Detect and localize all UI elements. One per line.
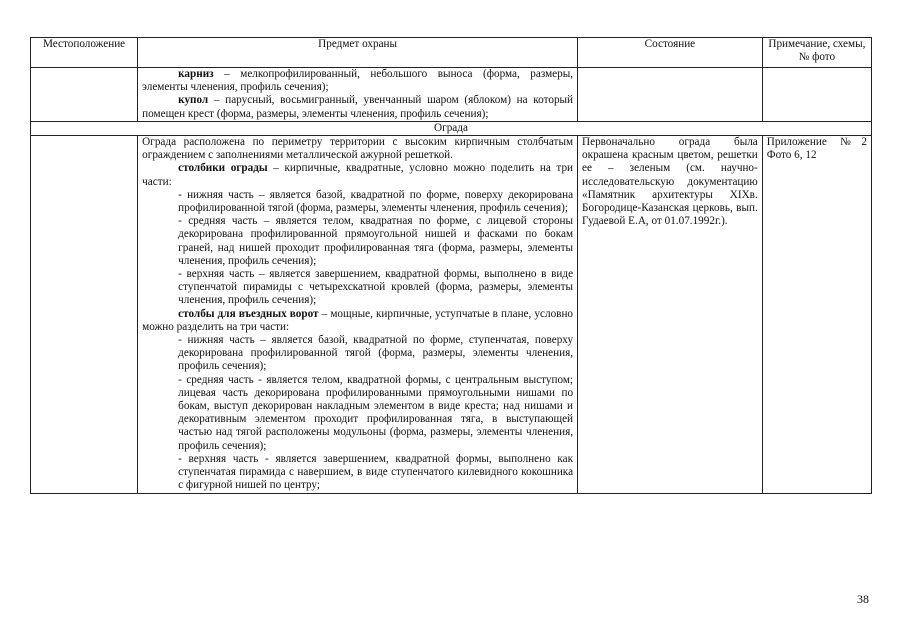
state-cell — [578, 136, 763, 493]
fence-intro: Ограда расположена по периметру территории с высоким кирпичным столбчатым ограждением с заполнениями металлической ажурной решеткой. — [142, 136, 574, 162]
gates-term: столбы для въездных ворот — [178, 307, 319, 320]
list-item: - верхняя часть - является завершением, квадратной формы, выполнено как ступенчатая пирамида с навершием, в виде ступенчатого килевидного кокошника с фигурной нишей по центру; — [178, 452, 574, 492]
section-title: Ограда — [31, 121, 872, 135]
table-header-row — [31, 38, 872, 68]
cornice-term: карниз — [178, 68, 214, 80]
dome-text: – парусный, восьмигранный, увенчанный шаром (яблоком) на который помещен крест (форма, размеры, элементы членения, профиль сечения); — [142, 94, 574, 120]
page-number: 38 — [857, 592, 869, 606]
note-cell — [762, 68, 871, 122]
header-location: Местоположение — [31, 38, 138, 68]
gates-text: – мощные, кирпичные, уступчатые в плане, условно можно разделить на три части: — [142, 307, 574, 333]
location-cell — [31, 68, 138, 122]
header-note: Примечание, схемы, № фото — [762, 38, 871, 68]
note-text: Приложение №2 Фото 6, 12 — [766, 136, 867, 162]
dome-term: купол — [178, 94, 209, 107]
section-row — [31, 121, 872, 135]
cornice-paragraph — [142, 68, 573, 94]
subject-cell — [138, 68, 578, 122]
table-row — [31, 68, 872, 122]
list-item: - нижняя часть – является базой, квадратной по форме, поверху декорирована профилированной тягой (форма, размеры, элементы членения, профиль сечения); — [178, 188, 574, 215]
list-item: - нижняя часть – является базой, квадратной по форме, ступенчатая, поверху декорирована профилированной тягой (форма, размеры, элементы членения, профиль сечения); — [178, 334, 574, 373]
state-cell — [578, 68, 763, 122]
note-cell — [762, 136, 871, 493]
posts-term: столбики ограды — [178, 162, 268, 175]
table-row — [31, 136, 872, 493]
subject-cell — [138, 136, 578, 493]
protection-table — [30, 37, 872, 494]
state-text: Первоначально ограда была окрашена красным цветом, решетки ее – зеленым (см. научно-исследовательскую документацию «Памятник архитектуры XIXв. Богородице-Казанская церковь, вып. Гудаевой Е.А, от 01.07.1992г.). — [582, 136, 758, 228]
gates-paragraph — [142, 308, 573, 334]
header-subject: Предмет охраны — [138, 38, 578, 68]
cornice-text: – мелкопрофилированный, небольшого выноса (форма, размеры, элементы членения, профиль сечения); — [142, 68, 574, 94]
posts-text: – кирпичные, квадратные, условно можно поделить на три части: — [142, 162, 574, 188]
header-state: Состояние — [578, 38, 763, 68]
list-item: - средняя часть – является телом, квадратная по форме, с лицевой стороны декорирована профилированной прямоугольной нишей и фасками по бокам граней, над нишей проходит профилированная тяга (форма, размеры, элементы членения, профиль сечения); — [178, 215, 574, 267]
location-cell — [31, 136, 138, 493]
dome-paragraph — [142, 94, 573, 120]
list-item: - средняя часть - является телом, квадратной формы, с центральным выступом; лицевая часть декорирована профилированными прямоугольными нишами по бокам, выступ декорирован накладным элементом в виде креста; над нишами и декоративным элементом проходит профилированная тяга, в выступающей частью над тягой расположены модульоны (форма, размеры, элементы членения, профиль сечения); — [178, 373, 574, 452]
posts-paragraph — [142, 162, 573, 188]
list-item: - верхняя часть – является завершением, квадратной формы, выполнено в виде ступенчатой пирамиды с четырехскатной кровлей (форма, размеры, элементы членения, профиль сечения); — [178, 268, 574, 307]
